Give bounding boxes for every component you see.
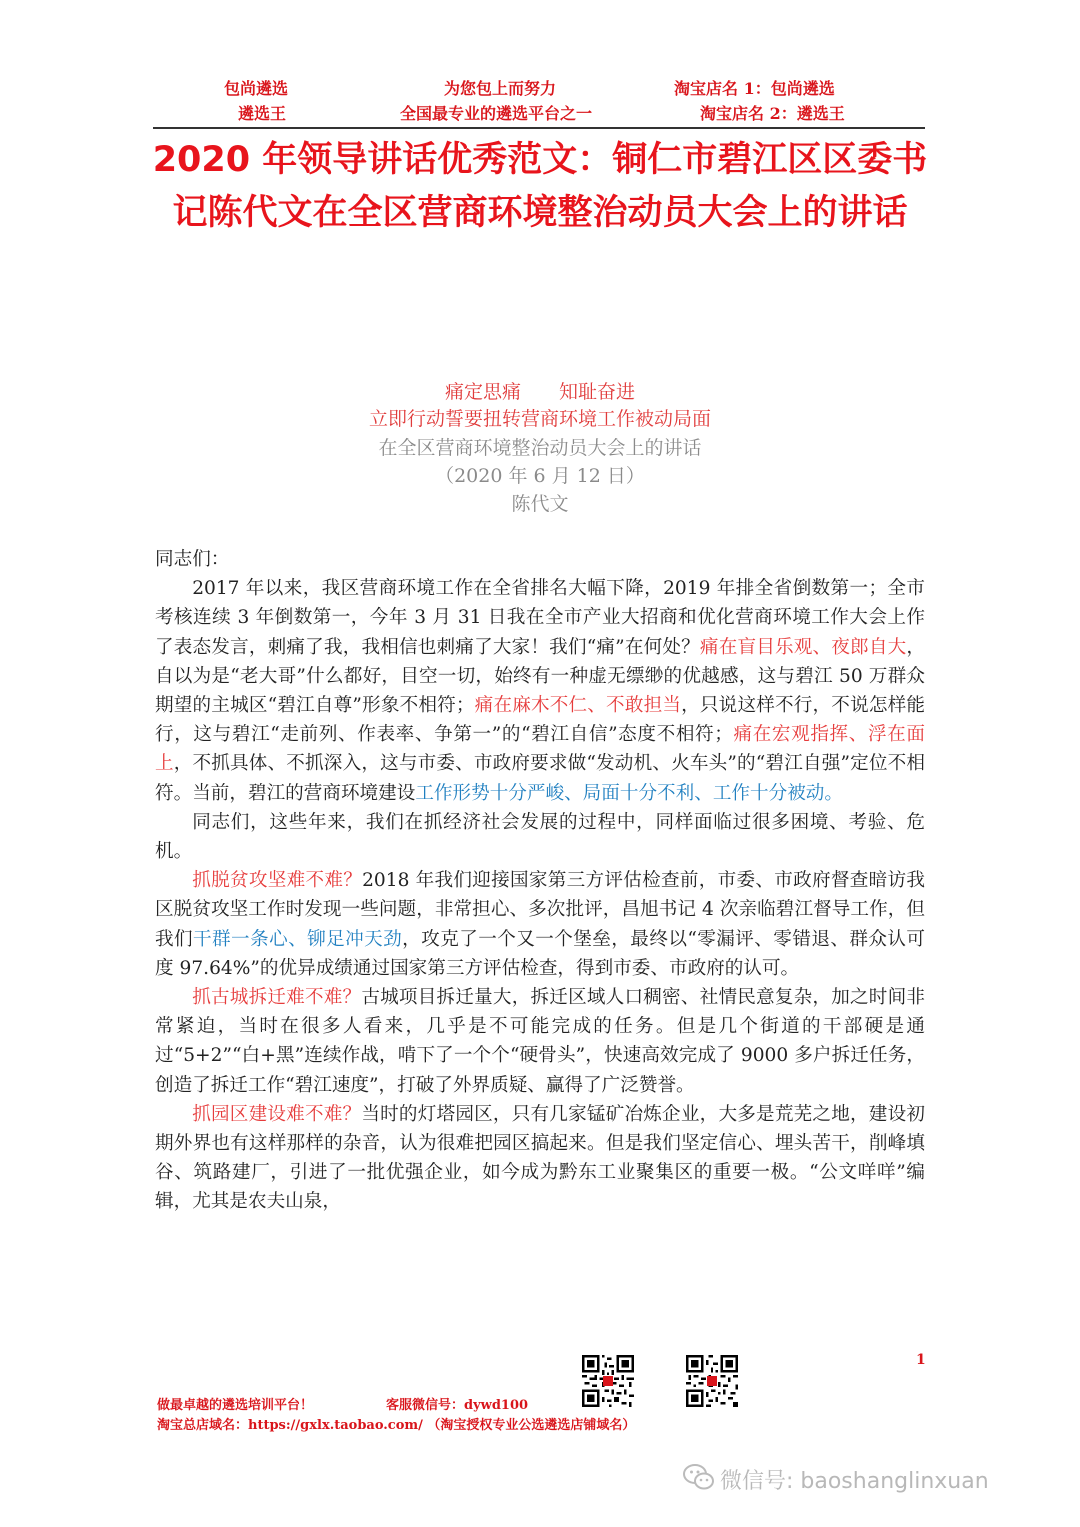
highlight-red-3: 痛在宏观指挥、浮在面上 xyxy=(155,724,925,775)
wechat-watermark: 微信号: baoshanglinxuan xyxy=(720,1469,989,1494)
highlight-red-1: 痛在盲目乐观、夜郎自大 xyxy=(699,636,907,658)
document-title: 2020 年领导讲话优秀范文：铜仁市碧江区区委书记陈代文在全区营商环境整治动员大会上的讲话 xyxy=(152,140,928,233)
paragraph-5-text: 当时的灯塔园区，只有几家锰矿冶炼企业，大多是荒芜之地，建设初期外界也有这样那样的杂音，认为很难把园区搞起来。但是我们坚定信心、埋头苦干，削峰填谷、筑路建厂，引进了一批优强企业，如今成为黔东工业聚集区的重要一极。“公文咩咩”编辑，尤其是农夫山泉， xyxy=(155,1103,925,1213)
paragraph-1-text-b: ，自以为是“老大哥”什么都好，目空一切，始终有一种虚无缥缈的优越感，这与碧江 50 万群众期望的主城区“碧江自尊”形象不相符； xyxy=(155,636,925,717)
highlight-red-2: 痛在麻木不仁、不敢担当 xyxy=(474,695,682,717)
header-mid-line2: 全国最专业的遴选平台之一 xyxy=(400,104,593,123)
header-left-line2: 遴选王 xyxy=(238,104,287,123)
header-right-line1: 淘宝店名 1：包尚遴选 xyxy=(674,79,835,98)
highlight-blue-2: 干群一条心、铆足冲天劲 xyxy=(193,928,403,950)
paragraph-3-text-a: 2018 年我们迎接国家第三方评估检查前，市委、市政府督查暗访我区脱贫攻坚工作时发现一些问题，非常担心、多次批评，昌旭书记 4 次亲临碧江督导工作，但我们 xyxy=(155,870,925,950)
paragraph-1-text-c: ，只说这样不行，不说怎样能行，这与碧江“走前列、作表率、争第一”的“碧江自信”态度不相符； xyxy=(155,695,925,746)
qr-code-icon xyxy=(582,1355,634,1407)
subtitle-line1: 痛定思痛 知耻奋进 xyxy=(444,381,635,403)
paragraph-3-text-b: ，攻克了一个又一个堡垒，最终以“零漏评、零错退、群众认可度 97.64%”的优异成绩通过国家第三方评估检查，得到市委、市政府的认可。 xyxy=(155,928,925,979)
qr-code-icon xyxy=(686,1355,738,1407)
paragraph-1-text-a: 2017 年以来，我区营商环境工作在全省排名大幅下降，2019 年排全省倒数第一；全市考核连续 3 年倒数第一，今年 3 月 31 日我在全市产业大招商和优化营商环境工作大会上作了表态发言，刺痛了我，我相信也刺痛了大家！我们“痛”在何处？ xyxy=(155,578,925,658)
question-park: 抓园区建设难不难？ xyxy=(192,1103,362,1125)
paragraph-5 xyxy=(155,1100,925,1217)
paragraph-1 xyxy=(155,574,925,808)
page-header xyxy=(0,78,1080,126)
highlight-blue-1: 工作形势十分严峻、局面十分不利、工作十分被动。 xyxy=(415,782,843,804)
footer-shop-link[interactable]: 淘宝总店域名：https://gxlx.taobao.com/ （淘宝授权专业公选遴选店铺域名） xyxy=(157,1418,636,1433)
speech-body xyxy=(155,545,925,1217)
page-number: 1 xyxy=(916,1352,926,1368)
speech-occasion: 在全区营商环境整治动员大会上的讲话 xyxy=(378,437,702,459)
subtitle-line2: 立即行动誓要扭转营商环境工作被动局面 xyxy=(368,408,711,430)
paragraph-2: 同志们，这些年来，我们在抓经济社会发展的过程中，同样面临过很多困境、考验、危机。 xyxy=(155,811,925,863)
question-demolition: 抓古城拆迁难不难？ xyxy=(192,987,362,1009)
greeting: 同志们： xyxy=(155,549,230,570)
header-divider xyxy=(153,127,925,129)
speech-author: 陈代文 xyxy=(511,493,569,515)
footer-service-wechat: 客服微信号：dywd100 xyxy=(386,1398,529,1413)
footer-slogan: 做最卓越的遴选培训平台！ xyxy=(157,1398,314,1413)
speech-date: （2020 年 6 月 12 日） xyxy=(435,465,645,487)
header-mid-line1: 为您包上而努力 xyxy=(444,79,557,98)
header-right-line2: 淘宝店名 2：遴选王 xyxy=(700,104,845,123)
paragraph-4 xyxy=(155,983,925,1100)
paragraph-4-text: 古城项目拆迁量大，拆迁区域人口稠密、社情民意复杂，加之时间非常紧迫，当时在很多人看来，几乎是不可能完成的任务。但是几个街道的干部硬是通过“5+2”“白+黑”连续作战，啃下了一个个“硬骨头”，快速高效完成了 9000 多户拆迁任务，创造了拆迁工作“碧江速度”，打破了外界质疑、赢得了广泛赞誉。 xyxy=(155,987,925,1096)
question-poverty: 抓脱贫攻坚难不难？ xyxy=(192,870,363,892)
paragraph-1-text-d: ，不抓具体、不抓深入，这与市委、市政府要求做“发动机、火车头”的“碧江自强”定位不相符。当前，碧江的营商环境建设 xyxy=(155,753,925,804)
header-left-line1: 包尚遴选 xyxy=(224,79,289,98)
wechat-icon xyxy=(682,1462,716,1492)
paragraph-3 xyxy=(155,866,925,983)
